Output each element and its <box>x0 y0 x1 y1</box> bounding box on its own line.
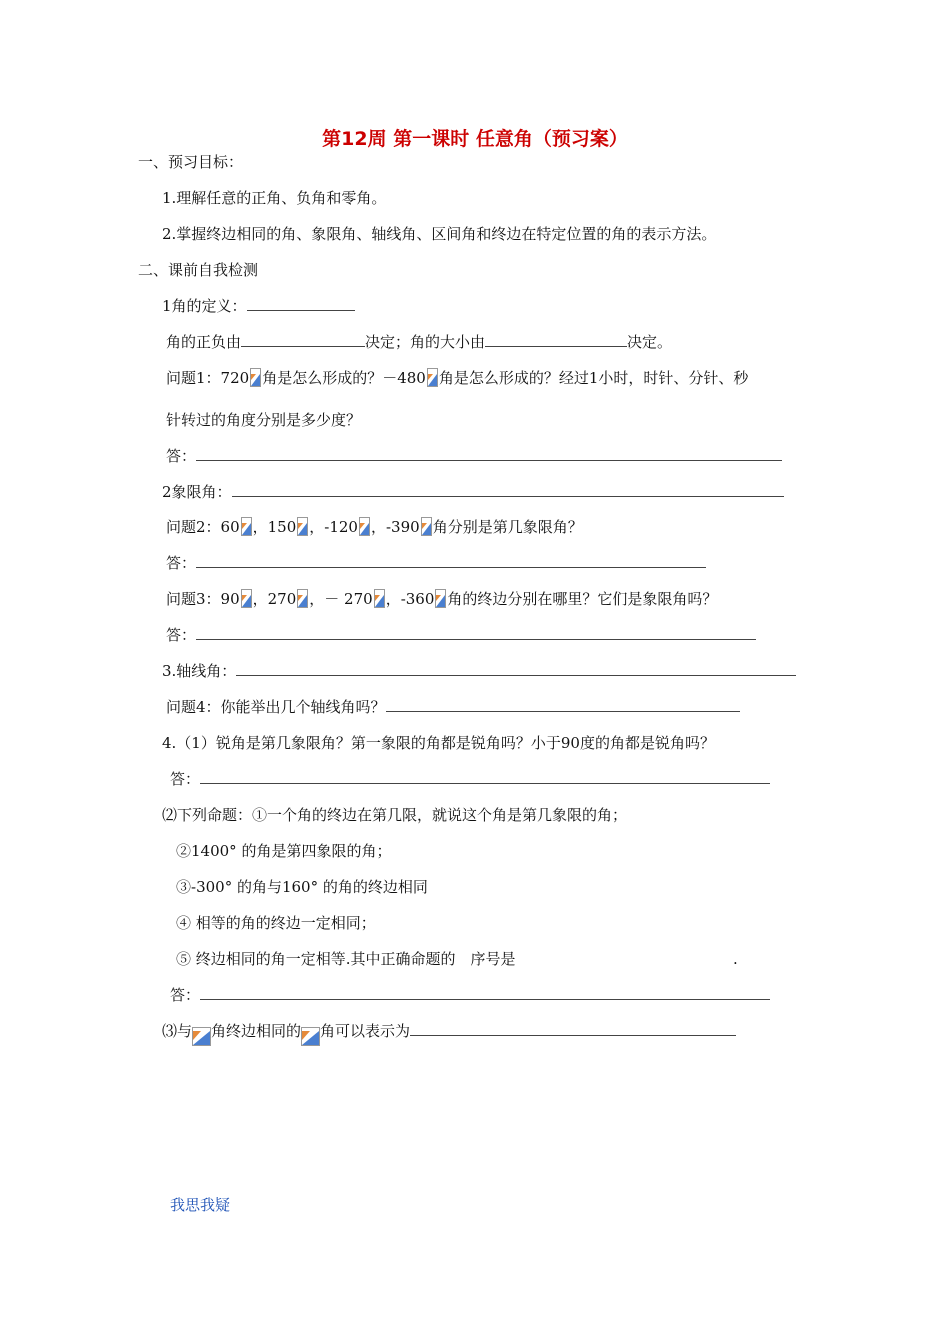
proposition-5: ⑤ 终边相同的角一定相等.其中正确命题的 序号是 <box>176 950 516 968</box>
degree-image-icon <box>374 589 385 608</box>
q2-text-c: ，-120 <box>309 518 358 536</box>
answer-blank[interactable] <box>241 333 365 347</box>
question-4-line <box>166 697 740 717</box>
answer-label: 答： <box>170 770 201 788</box>
part-4-1: 4.（1）锐角是第几象限角？第一象限的角都是锐角吗？小于90度的角都是锐角吗？ <box>162 734 715 752</box>
degree-image-icon <box>297 517 308 536</box>
q3-text-e: 角的终边分别在哪里？它们是象限角吗？ <box>447 590 718 608</box>
axis-angle-line <box>162 661 796 681</box>
goal-item-2: 2.掌握终边相同的角、象限角、轴线角、区间角和终边在特定位置的角的表示方法。 <box>162 225 717 243</box>
answer-blank[interactable] <box>196 447 782 461</box>
definition-label: 1角的定义： <box>162 297 247 315</box>
question-2-line <box>166 517 583 537</box>
answer-line <box>170 769 770 789</box>
q3-text-b: ，270 <box>252 590 297 608</box>
q1-continuation: 针转过的角度分别是多少度？ <box>166 411 362 429</box>
answer-blank[interactable] <box>236 662 796 676</box>
answer-label: 答： <box>166 447 197 465</box>
definition-line <box>162 296 355 316</box>
degree-image-icon <box>250 368 261 387</box>
answer-line <box>170 985 770 1005</box>
p43-text-a: ⑶与 <box>162 1022 193 1040</box>
sign-text-c: 决定。 <box>627 333 673 351</box>
answer-blank[interactable] <box>410 1022 736 1036</box>
question-1-line <box>166 368 748 388</box>
answer-label: 答： <box>166 626 197 644</box>
degree-image-icon <box>427 368 438 387</box>
q1-text-b: 角是怎么形成的？－480 <box>262 369 426 387</box>
sign-text-a: 角的正负由 <box>166 333 242 351</box>
answer-blank[interactable] <box>247 297 355 311</box>
q3-text-c: ，－ 270 <box>309 590 373 608</box>
degree-image-icon <box>421 517 432 536</box>
sign-line <box>166 332 672 352</box>
q1-text-c: 角是怎么形成的？经过1小时，时针、分针、秒 <box>438 369 749 387</box>
degree-image-icon <box>359 517 370 536</box>
axis-label: 3.轴线角： <box>162 662 237 680</box>
sign-text-b: 决定；角的大小由 <box>365 333 486 351</box>
angle-image-icon <box>301 1027 320 1046</box>
answer-blank[interactable] <box>196 554 706 568</box>
quadrant-angle-line <box>162 482 784 502</box>
proposition-4: ④ 相等的角的终边一定相同； <box>176 914 376 932</box>
answer-line <box>166 553 706 573</box>
quadrant-label: 2象限角： <box>162 483 232 501</box>
answer-blank[interactable] <box>386 698 740 712</box>
answer-line <box>166 446 782 466</box>
goal-item-1: 1.理解任意的正角、负角和零角。 <box>162 189 387 207</box>
answer-blank[interactable] <box>196 626 756 640</box>
degree-image-icon <box>435 589 446 608</box>
part-4-3 <box>162 1021 736 1046</box>
degree-image-icon <box>297 589 308 608</box>
part-4-2: ⑵下列命题：①一个角的终边在第几限，就说这个角是第几象限的角； <box>162 806 628 824</box>
angle-image-icon <box>192 1027 211 1046</box>
q2-text-a: 问题2：60 <box>166 518 240 536</box>
section-heading-selfcheck: 二、课前自我检测 <box>138 261 259 279</box>
section-heading-goals: 一、预习目标： <box>138 153 244 171</box>
q3-text-a: 问题3：90 <box>166 590 240 608</box>
degree-image-icon <box>241 517 252 536</box>
proposition-3: ③-300° 的角与160° 的角的终边相同 <box>176 878 428 896</box>
answer-label: 答： <box>166 554 197 572</box>
question-3-line <box>166 589 717 609</box>
q2-text-b: ，150 <box>252 518 297 536</box>
answer-blank[interactable] <box>200 770 770 784</box>
p43-text-c: 角可以表示为 <box>320 1022 411 1040</box>
proposition-2: ②1400° 的角是第四象限的角； <box>176 842 392 860</box>
proposition-5-period: . <box>733 950 738 968</box>
degree-image-icon <box>241 589 252 608</box>
answer-line <box>166 625 756 645</box>
answer-blank[interactable] <box>485 333 627 347</box>
q1-text-a: 问题1：720 <box>166 369 250 387</box>
q4-text: 问题4：你能举出几个轴线角吗？ <box>166 698 386 716</box>
q2-text-d: ，-390 <box>370 518 420 536</box>
footer-note: 我思我疑 <box>170 1196 231 1214</box>
page-title: 第12周 第一课时 任意角（预习案） <box>322 128 628 150</box>
q3-text-d: ，-360 <box>385 590 435 608</box>
answer-label: 答： <box>170 986 201 1004</box>
answer-blank[interactable] <box>232 483 784 497</box>
q2-text-e: 角分别是第几象限角？ <box>432 518 583 536</box>
p43-text-b: 角终边相同的 <box>211 1022 302 1040</box>
answer-blank[interactable] <box>200 986 770 1000</box>
